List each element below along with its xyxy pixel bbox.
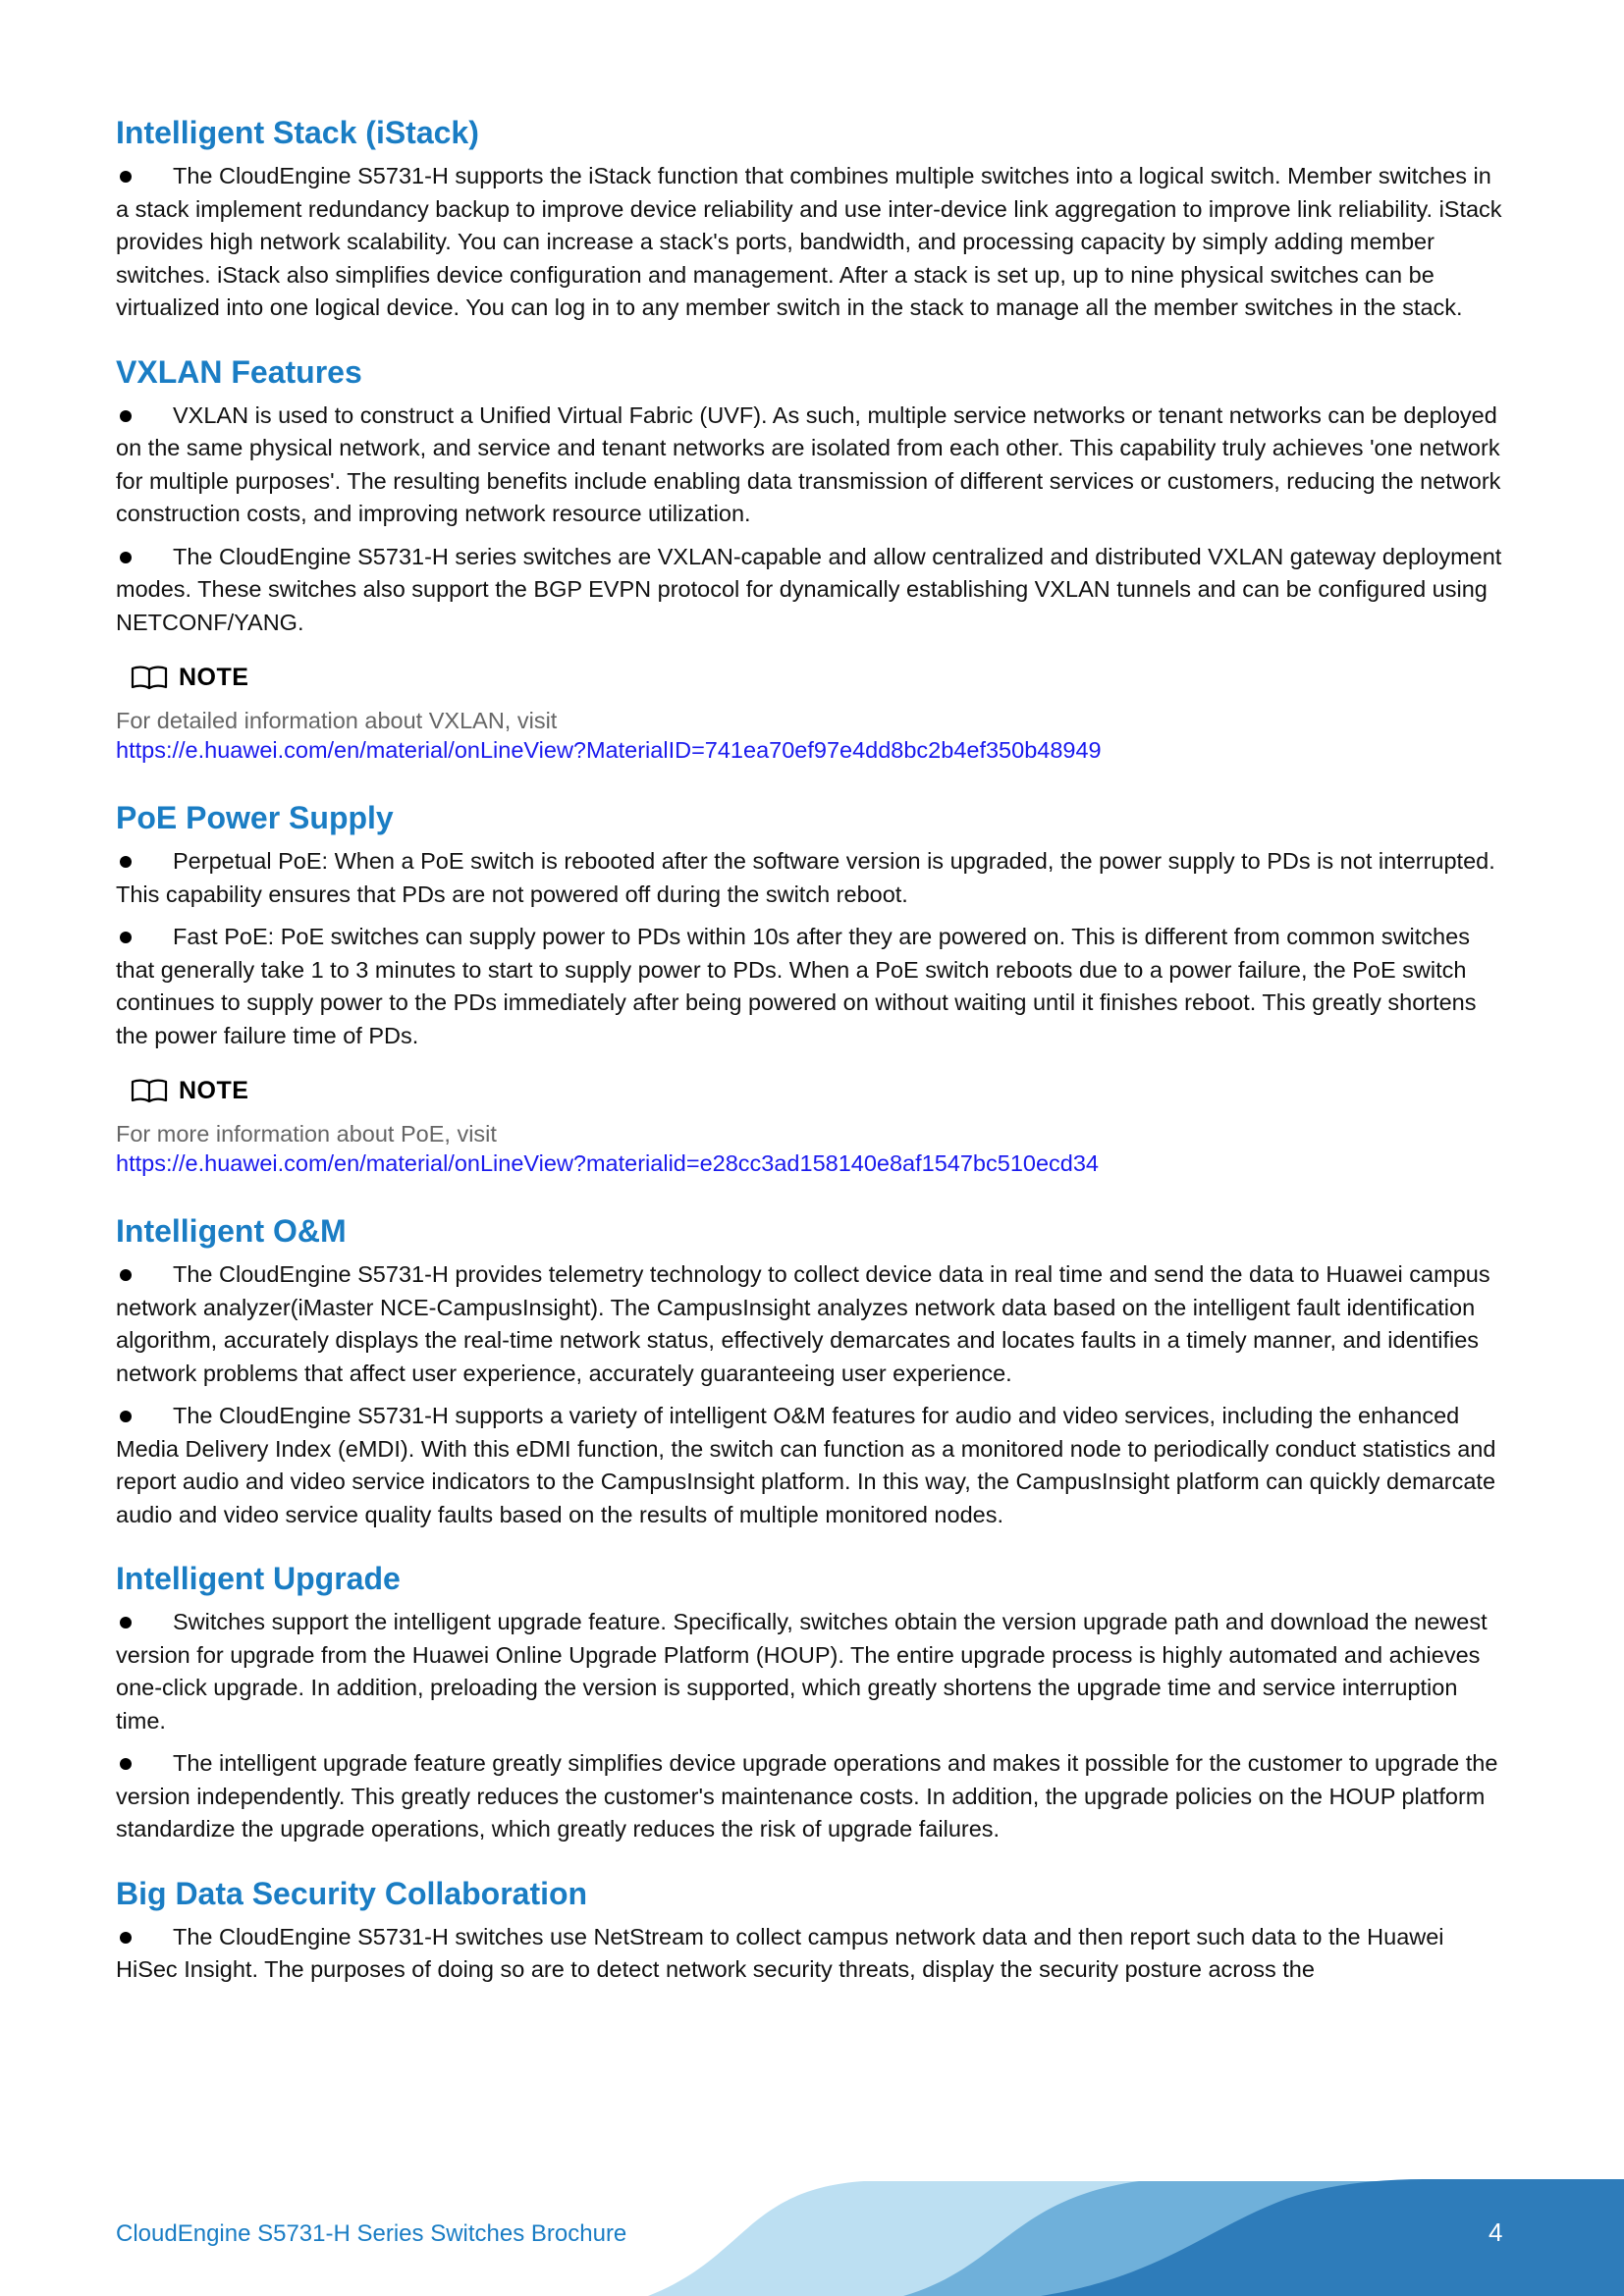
- footer-title: CloudEngine S5731-H Series Switches Brochure: [116, 2220, 627, 2247]
- note-block: [116, 1076, 1510, 1178]
- note-header: [130, 663, 1510, 692]
- page-content: [116, 113, 1510, 2014]
- book-icon: [130, 1078, 169, 1103]
- bullet-icon: [120, 932, 132, 943]
- section-heading: Big Data Security Collaboration: [116, 1875, 588, 1911]
- bullet-paragraph: The CloudEngine S5731-H supports the iStack function that combines multiple switches into a logical switch. Member switches in a stack implement redundancy backup to improve device reliability and use inter-device link aggregation to improve link reliability. iStack provides high network scalability. You can increase a stack's ports, bandwidth, and processing capacity by simply adding member switches. iStack also simplifies device configuration and management. After a stack is set up, up to nine physical switches can be virtualized into one logical device. You can log in to any member switch in the stack to manage all the member switches in the stack.: [116, 163, 1502, 320]
- section-istack: [116, 113, 1510, 325]
- section-heading: Intelligent Stack (iStack): [116, 115, 479, 150]
- bullet-icon: [120, 1411, 132, 1422]
- section-big-data-security: [116, 1874, 1510, 1987]
- note-block: [116, 663, 1510, 765]
- section-heading: Intelligent Upgrade: [116, 1561, 401, 1596]
- bullet-icon: [120, 552, 132, 563]
- note-text: For detailed information about VXLAN, visit: [116, 708, 558, 733]
- note-link[interactable]: https://e.huawei.com/en/material/onLineView?materialid=e28cc3ad158140e8af1547bc510ecd34: [116, 1150, 1099, 1176]
- bullet-icon: [120, 171, 132, 183]
- note-text: For more information about PoE, visit: [116, 1121, 497, 1147]
- page-number: 4: [1489, 2217, 1503, 2247]
- bullet-icon: [120, 1932, 132, 1944]
- section-intelligent-upgrade: [116, 1559, 1510, 1846]
- section-heading: Intelligent O&M: [116, 1213, 347, 1249]
- section-heading: PoE Power Supply: [116, 800, 394, 835]
- bullet-icon: [120, 856, 132, 868]
- section-intelligent-om: [116, 1211, 1510, 1531]
- section-vxlan: [116, 352, 1510, 766]
- note-title: NOTE: [179, 663, 249, 691]
- bullet-icon: [120, 410, 132, 422]
- bullet-paragraph: Switches support the intelligent upgrade feature. Specifically, switches obtain the version upgrade path and download the newest version for upgrade from the Huawei Online Upgrade Platform (HOUP). The entire upgrade process is highly automated and achieves one-click upgrade. In addition, preloading the version is supported, which greatly shortens the upgrade time and service interruption time.: [116, 1609, 1488, 1734]
- bullet-paragraph: VXLAN is used to construct a Unified Virtual Fabric (UVF). As such, multiple service networks or tenant networks can be deployed on the same physical network, and service and tenant networks are isolated from each other. This capability truly achieves 'one network for multiple purposes'. The resulting benefits include enabling data transmission of different services or customers, reducing the network construction costs, and improving network resource utilization.: [116, 401, 1501, 526]
- bullet-icon: [120, 1269, 132, 1281]
- bullet-paragraph: The CloudEngine S5731-H supports a variety of intelligent O&M features for audio and video services, including the enhanced Media Delivery Index (eMDI). With this eDMI function, the switch can function as a monitored node to periodically conduct statistics and report audio and video service indicators to the CampusInsight platform. In this way, the CampusInsight platform can quickly demarcate audio and video service quality faults based on the results of multiple monitored nodes.: [116, 1403, 1496, 1527]
- bullet-paragraph: Perpetual PoE: When a PoE switch is rebooted after the software version is upgraded, the power supply to PDs is not interrupted. This capability ensures that PDs are not powered off during the switch reboot.: [116, 848, 1495, 907]
- bullet-paragraph: The intelligent upgrade feature greatly simplifies device upgrade operations and makes it possible for the customer to upgrade the version independently. This greatly reduces the customer's maintenance costs. In addition, the upgrade policies on the HOUP platform standardize the upgrade operations, which greatly reduces the risk of upgrade failures.: [116, 1750, 1498, 1842]
- section-heading: VXLAN Features: [116, 353, 362, 390]
- section-poe: [116, 798, 1510, 1178]
- bullet-paragraph: The CloudEngine S5731-H switches use NetStream to collect campus network data and then report such data to the Huawei HiSec Insight. The purposes of doing so are to detect network security threats, display the security posture across the: [116, 1923, 1444, 1982]
- bullet-icon: [120, 1617, 132, 1629]
- book-icon: [130, 665, 169, 690]
- bullet-paragraph: The CloudEngine S5731-H provides telemetry technology to collect device data in real time and send the data to Huawei campus network analyzer(iMaster NCE-CampusInsight). The CampusInsight analyzes network data based on the intelligent fault identification algorithm, accurately displays the real-time network status, effectively demarcates and locates faults in a timely manner, and identifies network problems that affect user experience, accurately guaranteeing user experience.: [116, 1261, 1490, 1386]
- bullet-icon: [120, 1758, 132, 1770]
- note-link[interactable]: https://e.huawei.com/en/material/onLineView?MaterialID=741ea70ef97e4dd8bc2b4ef350b48949: [116, 737, 1102, 763]
- bullet-paragraph: The CloudEngine S5731-H series switches are VXLAN-capable and allow centralized and distributed VXLAN gateway deployment modes. These switches also support the BGP EVPN protocol for dynamically establishing VXLAN tunnels and can be configured using NETCONF/YANG.: [116, 543, 1502, 635]
- note-title: NOTE: [179, 1076, 249, 1104]
- bullet-paragraph: Fast PoE: PoE switches can supply power to PDs within 10s after they are powered on. This is different from common switches that generally take 1 to 3 minutes to start to supply power to PDs. When a PoE switch reboots due to a power failure, the PoE switch continues to supply power to the PDs immediately after being powered on without waiting until it finishes reboot. This greatly shortens the power failure time of PDs.: [116, 924, 1477, 1048]
- note-header: [130, 1076, 1510, 1105]
